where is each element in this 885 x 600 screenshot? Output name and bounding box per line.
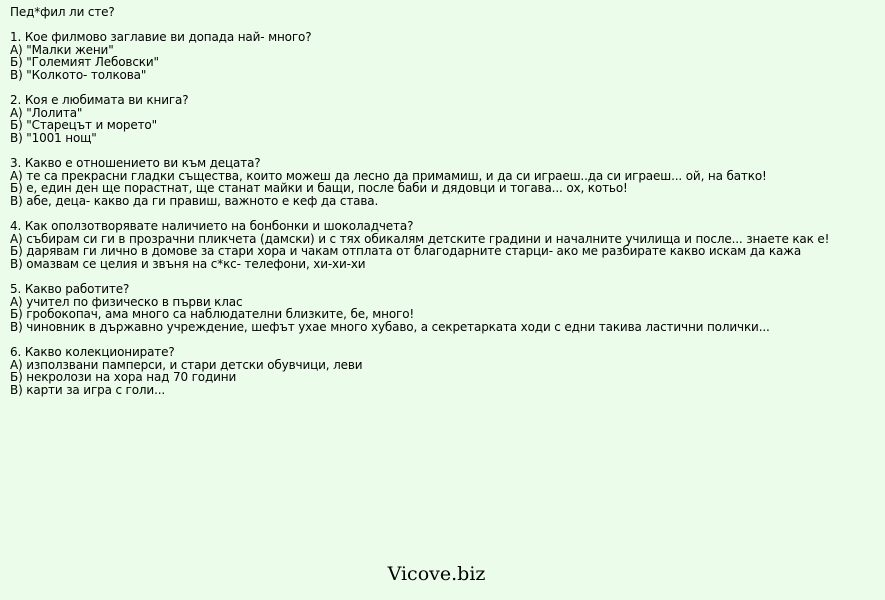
- answer-option: А) използвани памперси, и стари детски обувчици, леви: [10, 357, 363, 372]
- answer-option: А) "Лолита": [10, 105, 83, 120]
- question-text: 3. Какво е отношението ви към децата?: [10, 156, 261, 171]
- answer-option: Б) "Старецът и морето": [10, 118, 157, 133]
- question-text: 6. Какво колекционирате?: [10, 345, 175, 360]
- question-text: 1. Кое филмово заглавие ви допада най- много?: [10, 30, 312, 45]
- answer-option: В) чиновник в държавно учреждение, шефът ухае много хубаво, а секретарката ходи с едни такива ластични полички...: [10, 319, 770, 334]
- answer-option: В) абе, деца- какво да ги правиш, важното е кеф да става.: [10, 193, 379, 208]
- answer-option: В) омазвам се целия и звъня на с*кс- телефони, хи-хи-хи: [10, 256, 366, 271]
- question-block: [10, 31, 872, 81]
- answer-option: Б) е, един ден ще порастнат, ще станат майки и бащи, после баби и дядовци и тогава... ох, котьо!: [10, 181, 628, 196]
- answer-option: А) учител по физическо в първи клас: [10, 294, 243, 309]
- answer-option: В) карти за игра с голи...: [10, 382, 166, 397]
- question-block: [10, 220, 872, 270]
- question-text: 4. Как оползотворявате наличието на бонбонки и шоколадчета?: [10, 219, 414, 234]
- answer-option: А) "Малки жени": [10, 42, 114, 57]
- question-text: 2. Коя е любимата ви книга?: [10, 93, 189, 108]
- answer-option: Б) некролози на хора над 70 години: [10, 370, 237, 385]
- answer-option: Б) "Големият Лебовски": [10, 55, 159, 70]
- answer-option: В) "1001 нощ": [10, 130, 97, 145]
- quiz-title: Пед*фил ли сте?: [10, 5, 115, 19]
- question-block: [10, 94, 872, 144]
- answer-option: Б) гробокопач, ама много са наблюдателни близките, бе, много!: [10, 307, 415, 322]
- answer-option: Б) дарявам ги лично в домове за стари хора и чакам отплата от благодарните старци- ако ме разбирате какво искам да кажа: [10, 244, 802, 259]
- site-watermark: Vicove.biz: [387, 563, 486, 585]
- question-block: [10, 346, 872, 396]
- question-text: 5. Какво работите?: [10, 282, 130, 297]
- question-block: [10, 157, 872, 207]
- answer-option: А) събирам си ги в прозрачни пликчета (дамски) и с тях обикалям детските градини и началните училища и после... знаете как е!: [10, 231, 830, 246]
- answer-option: А) те са прекрасни гладки същества, които можеш да лесно да примамиш, и да си играеш..да си играеш... ой, на батко!: [10, 168, 767, 183]
- answer-option: В) "Колкото- толкова": [10, 67, 147, 82]
- question-block: [10, 283, 872, 333]
- quiz-document: [10, 6, 872, 409]
